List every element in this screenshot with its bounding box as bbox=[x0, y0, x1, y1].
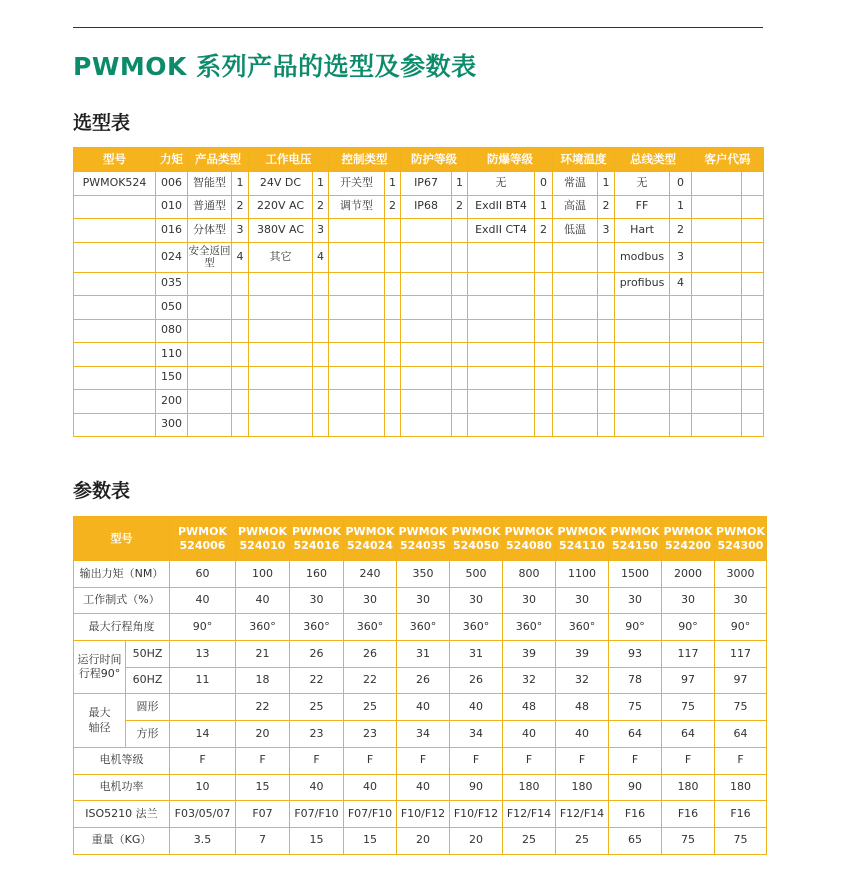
table-row bbox=[74, 172, 764, 196]
row-label: 50HZ bbox=[126, 641, 170, 668]
value-cell: 90 bbox=[450, 774, 503, 801]
option-label: modbus bbox=[615, 242, 670, 272]
value-cell: 360° bbox=[503, 614, 556, 641]
empty-cell bbox=[188, 272, 232, 296]
value-cell: 2000 bbox=[662, 561, 715, 588]
option-code: 1 bbox=[232, 172, 249, 196]
customer-code-cell bbox=[742, 242, 764, 272]
option-label: 开关型 bbox=[329, 172, 385, 196]
value-cell: F12/F14 bbox=[503, 801, 556, 828]
option-code: 1 bbox=[385, 172, 401, 196]
model-header: PWMOK 524024 bbox=[344, 517, 397, 561]
value-cell: 25 bbox=[503, 827, 556, 854]
option-code: 2 bbox=[452, 195, 468, 219]
value-cell: F bbox=[290, 747, 344, 774]
option-code: 2 bbox=[385, 195, 401, 219]
model-header: PWMOK 524300 bbox=[715, 517, 767, 561]
value-cell: 75 bbox=[662, 694, 715, 721]
params-header-row bbox=[74, 517, 767, 561]
torque-cell: 006 bbox=[156, 172, 188, 196]
torque-cell: 200 bbox=[156, 390, 188, 414]
option-label: 其它 bbox=[249, 242, 313, 272]
params-table bbox=[73, 516, 767, 855]
value-cell: 48 bbox=[556, 694, 609, 721]
value-cell: 90° bbox=[170, 614, 236, 641]
value-cell: F bbox=[556, 747, 609, 774]
value-cell: 30 bbox=[397, 587, 450, 614]
value-cell: 30 bbox=[450, 587, 503, 614]
option-code: 4 bbox=[232, 242, 249, 272]
value-cell: 40 bbox=[344, 774, 397, 801]
value-cell: 360° bbox=[556, 614, 609, 641]
value-cell: 75 bbox=[609, 694, 662, 721]
value-cell: 15 bbox=[344, 827, 397, 854]
header-bus-type: 总线类型 bbox=[615, 148, 692, 172]
value-cell: 31 bbox=[450, 641, 503, 668]
table-row bbox=[74, 694, 767, 721]
header-temperature: 环境温度 bbox=[553, 148, 615, 172]
value-cell: 90° bbox=[662, 614, 715, 641]
empty-cell bbox=[452, 272, 468, 296]
value-cell: F bbox=[503, 747, 556, 774]
option-label: 分体型 bbox=[188, 219, 232, 243]
value-cell: 100 bbox=[236, 561, 290, 588]
model-header: PWMOK 524010 bbox=[236, 517, 290, 561]
table-row bbox=[74, 413, 764, 437]
value-cell: 40 bbox=[503, 721, 556, 748]
customer-code-cell bbox=[742, 195, 764, 219]
option-code: 3 bbox=[232, 219, 249, 243]
value-cell: 64 bbox=[662, 721, 715, 748]
empty-cell bbox=[401, 272, 452, 296]
option-code: 0 bbox=[670, 172, 692, 196]
option-label: 调节型 bbox=[329, 195, 385, 219]
empty-cell bbox=[74, 242, 156, 272]
value-cell: F16 bbox=[662, 801, 715, 828]
value-cell: 117 bbox=[662, 641, 715, 668]
table-row bbox=[74, 774, 767, 801]
torque-cell: 010 bbox=[156, 195, 188, 219]
row-label: 工作制式（%） bbox=[74, 587, 170, 614]
header-protection: 防护等级 bbox=[401, 148, 468, 172]
torque-cell: 024 bbox=[156, 242, 188, 272]
value-cell: 1500 bbox=[609, 561, 662, 588]
row-label: 60HZ bbox=[126, 667, 170, 694]
table-row bbox=[74, 721, 767, 748]
option-label: IP68 bbox=[401, 195, 452, 219]
value-cell bbox=[170, 694, 236, 721]
header-torque: 力矩 bbox=[156, 148, 188, 172]
empty-cell bbox=[232, 272, 249, 296]
row-label: ISO5210 法兰 bbox=[74, 801, 170, 828]
value-cell: 23 bbox=[290, 721, 344, 748]
value-cell: 500 bbox=[450, 561, 503, 588]
option-code: 2 bbox=[598, 195, 615, 219]
customer-code-cell bbox=[692, 172, 742, 196]
table-row bbox=[74, 296, 764, 320]
value-cell: 32 bbox=[556, 667, 609, 694]
row-label: 圆形 bbox=[126, 694, 170, 721]
value-cell: 34 bbox=[397, 721, 450, 748]
empty-cell bbox=[385, 242, 401, 272]
empty-cell bbox=[535, 242, 553, 272]
value-cell: F12/F14 bbox=[556, 801, 609, 828]
value-cell: 360° bbox=[290, 614, 344, 641]
value-cell: 40 bbox=[290, 774, 344, 801]
row-label: 方形 bbox=[126, 721, 170, 748]
value-cell: 90° bbox=[715, 614, 767, 641]
model-header: PWMOK 524006 bbox=[170, 517, 236, 561]
empty-cell bbox=[249, 272, 313, 296]
row-group-label: 运行时间行程90° bbox=[74, 641, 126, 694]
selection-table-heading: 选型表 bbox=[73, 112, 131, 134]
value-cell: 40 bbox=[397, 694, 450, 721]
model-header: PWMOK 524110 bbox=[556, 517, 609, 561]
option-label: 220V AC bbox=[249, 195, 313, 219]
empty-cell bbox=[553, 242, 598, 272]
empty-cell bbox=[74, 390, 156, 414]
empty-cell bbox=[468, 242, 535, 272]
value-cell: F03/05/07 bbox=[170, 801, 236, 828]
value-cell: F16 bbox=[609, 801, 662, 828]
customer-code-cell bbox=[692, 195, 742, 219]
header-control-type: 控制类型 bbox=[329, 148, 401, 172]
value-cell: 40 bbox=[170, 587, 236, 614]
option-label: 380V AC bbox=[249, 219, 313, 243]
value-cell: F bbox=[170, 747, 236, 774]
value-cell: 22 bbox=[344, 667, 397, 694]
empty-cell bbox=[452, 219, 468, 243]
option-label: 高温 bbox=[553, 195, 598, 219]
value-cell: 30 bbox=[715, 587, 767, 614]
value-cell: 22 bbox=[236, 694, 290, 721]
value-cell: 30 bbox=[344, 587, 397, 614]
value-cell: 90° bbox=[609, 614, 662, 641]
value-cell: 34 bbox=[450, 721, 503, 748]
selection-header-row bbox=[74, 148, 764, 172]
header-product-type: 产品类型 bbox=[188, 148, 249, 172]
empty-cell bbox=[329, 242, 385, 272]
model-header: PWMOK 524035 bbox=[397, 517, 450, 561]
value-cell: 30 bbox=[556, 587, 609, 614]
table-row bbox=[74, 242, 764, 272]
torque-cell: 050 bbox=[156, 296, 188, 320]
option-label: ExdII CT4 bbox=[468, 219, 535, 243]
value-cell: 30 bbox=[503, 587, 556, 614]
value-cell: 14 bbox=[170, 721, 236, 748]
table-row bbox=[74, 219, 764, 243]
empty-cell bbox=[74, 319, 156, 343]
table-row bbox=[74, 614, 767, 641]
value-cell: F bbox=[397, 747, 450, 774]
empty-cell bbox=[401, 242, 452, 272]
customer-code-cell bbox=[742, 272, 764, 296]
option-label: profibus bbox=[615, 272, 670, 296]
option-code: 3 bbox=[598, 219, 615, 243]
table-row bbox=[74, 366, 764, 390]
value-cell: F07 bbox=[236, 801, 290, 828]
option-code: 2 bbox=[670, 219, 692, 243]
table-row bbox=[74, 747, 767, 774]
table-row bbox=[74, 272, 764, 296]
value-cell: 40 bbox=[236, 587, 290, 614]
value-cell: 3000 bbox=[715, 561, 767, 588]
model-header: PWMOK 524050 bbox=[450, 517, 503, 561]
model-cell: PWMOK524 bbox=[74, 172, 156, 196]
value-cell: 30 bbox=[290, 587, 344, 614]
customer-code-cell bbox=[742, 219, 764, 243]
option-code: 0 bbox=[535, 172, 553, 196]
value-cell: 18 bbox=[236, 667, 290, 694]
empty-cell bbox=[313, 272, 329, 296]
value-cell: 10 bbox=[170, 774, 236, 801]
value-cell: 64 bbox=[715, 721, 767, 748]
table-row bbox=[74, 667, 767, 694]
value-cell: F bbox=[609, 747, 662, 774]
value-cell: 15 bbox=[236, 774, 290, 801]
value-cell: 25 bbox=[344, 694, 397, 721]
row-label: 电机功率 bbox=[74, 774, 170, 801]
value-cell: 97 bbox=[662, 667, 715, 694]
value-cell: 32 bbox=[503, 667, 556, 694]
option-code: 2 bbox=[232, 195, 249, 219]
torque-cell: 080 bbox=[156, 319, 188, 343]
value-cell: 7 bbox=[236, 827, 290, 854]
value-cell: 21 bbox=[236, 641, 290, 668]
value-cell: 360° bbox=[236, 614, 290, 641]
value-cell: 26 bbox=[344, 641, 397, 668]
value-cell: 180 bbox=[556, 774, 609, 801]
option-label: ExdII BT4 bbox=[468, 195, 535, 219]
empty-cell bbox=[385, 219, 401, 243]
empty-cell bbox=[553, 272, 598, 296]
value-cell: 360° bbox=[397, 614, 450, 641]
empty-cell bbox=[401, 219, 452, 243]
value-cell: F10/F12 bbox=[397, 801, 450, 828]
table-row bbox=[74, 641, 767, 668]
value-cell: 90 bbox=[609, 774, 662, 801]
empty-cell bbox=[452, 242, 468, 272]
value-cell: 180 bbox=[715, 774, 767, 801]
option-code: 1 bbox=[452, 172, 468, 196]
params-table-heading: 参数表 bbox=[73, 480, 131, 502]
value-cell: 60 bbox=[170, 561, 236, 588]
table-row bbox=[74, 801, 767, 828]
table-row bbox=[74, 390, 764, 414]
table-row bbox=[74, 827, 767, 854]
option-label: IP67 bbox=[401, 172, 452, 196]
value-cell: 26 bbox=[450, 667, 503, 694]
value-cell: 800 bbox=[503, 561, 556, 588]
value-cell: 48 bbox=[503, 694, 556, 721]
value-cell: 40 bbox=[450, 694, 503, 721]
value-cell: 30 bbox=[609, 587, 662, 614]
value-cell: 64 bbox=[609, 721, 662, 748]
empty-cell bbox=[74, 296, 156, 320]
value-cell: F bbox=[450, 747, 503, 774]
value-cell: 180 bbox=[662, 774, 715, 801]
value-cell: 20 bbox=[236, 721, 290, 748]
value-cell: 78 bbox=[609, 667, 662, 694]
option-label: 普通型 bbox=[188, 195, 232, 219]
value-cell: 75 bbox=[715, 827, 767, 854]
empty-cell bbox=[598, 242, 615, 272]
customer-code-cell bbox=[692, 219, 742, 243]
model-header: PWMOK 524200 bbox=[662, 517, 715, 561]
torque-cell: 035 bbox=[156, 272, 188, 296]
option-code: 4 bbox=[313, 242, 329, 272]
empty-cell bbox=[74, 343, 156, 367]
value-cell: 20 bbox=[450, 827, 503, 854]
value-cell: 97 bbox=[715, 667, 767, 694]
header-explosion: 防爆等级 bbox=[468, 148, 553, 172]
empty-cell bbox=[74, 219, 156, 243]
empty-cell bbox=[74, 366, 156, 390]
value-cell: 1100 bbox=[556, 561, 609, 588]
value-cell: 39 bbox=[556, 641, 609, 668]
header-model: 型号 bbox=[74, 148, 156, 172]
torque-cell: 150 bbox=[156, 366, 188, 390]
value-cell: 3.5 bbox=[170, 827, 236, 854]
model-header: PWMOK 524080 bbox=[503, 517, 556, 561]
value-cell: 360° bbox=[450, 614, 503, 641]
customer-code-cell bbox=[692, 272, 742, 296]
value-cell: 26 bbox=[397, 667, 450, 694]
value-cell: 22 bbox=[290, 667, 344, 694]
value-cell: F07/F10 bbox=[290, 801, 344, 828]
value-cell: 40 bbox=[556, 721, 609, 748]
empty-cell bbox=[535, 272, 553, 296]
row-label: 输出力矩（NM） bbox=[74, 561, 170, 588]
value-cell: 25 bbox=[290, 694, 344, 721]
value-cell: F bbox=[236, 747, 290, 774]
header-model: 型号 bbox=[74, 517, 170, 561]
value-cell: 26 bbox=[290, 641, 344, 668]
torque-cell: 110 bbox=[156, 343, 188, 367]
option-label: 无 bbox=[615, 172, 670, 196]
value-cell: 13 bbox=[170, 641, 236, 668]
table-row bbox=[74, 319, 764, 343]
value-cell: 20 bbox=[397, 827, 450, 854]
row-group-label: 最大轴径 bbox=[74, 694, 126, 747]
table-row bbox=[74, 343, 764, 367]
torque-cell: 300 bbox=[156, 413, 188, 437]
value-cell: F16 bbox=[715, 801, 767, 828]
empty-cell bbox=[74, 413, 156, 437]
customer-code-cell bbox=[742, 172, 764, 196]
top-divider bbox=[73, 27, 763, 28]
empty-cell bbox=[598, 272, 615, 296]
value-cell: 39 bbox=[503, 641, 556, 668]
torque-cell: 016 bbox=[156, 219, 188, 243]
value-cell: 30 bbox=[662, 587, 715, 614]
option-label: 24V DC bbox=[249, 172, 313, 196]
selection-table bbox=[73, 147, 764, 437]
value-cell: F07/F10 bbox=[344, 801, 397, 828]
value-cell: 11 bbox=[170, 667, 236, 694]
header-customer-code: 客户代码 bbox=[692, 148, 764, 172]
value-cell: F10/F12 bbox=[450, 801, 503, 828]
value-cell: 240 bbox=[344, 561, 397, 588]
empty-cell bbox=[385, 272, 401, 296]
empty-cell bbox=[468, 272, 535, 296]
value-cell: 350 bbox=[397, 561, 450, 588]
value-cell: 360° bbox=[344, 614, 397, 641]
row-label: 最大行程角度 bbox=[74, 614, 170, 641]
value-cell: 31 bbox=[397, 641, 450, 668]
model-header: PWMOK 524150 bbox=[609, 517, 662, 561]
table-row bbox=[74, 587, 767, 614]
option-code: 3 bbox=[670, 242, 692, 272]
value-cell: 160 bbox=[290, 561, 344, 588]
value-cell: 75 bbox=[662, 827, 715, 854]
model-header: PWMOK 524016 bbox=[290, 517, 344, 561]
value-cell: 117 bbox=[715, 641, 767, 668]
empty-cell bbox=[329, 272, 385, 296]
table-row bbox=[74, 561, 767, 588]
option-code: 1 bbox=[313, 172, 329, 196]
option-code: 3 bbox=[313, 219, 329, 243]
value-cell: 23 bbox=[344, 721, 397, 748]
row-label: 重量（KG） bbox=[74, 827, 170, 854]
option-code: 1 bbox=[535, 195, 553, 219]
option-label: 智能型 bbox=[188, 172, 232, 196]
customer-code-cell bbox=[692, 242, 742, 272]
option-label: 常温 bbox=[553, 172, 598, 196]
option-label: 低温 bbox=[553, 219, 598, 243]
empty-cell bbox=[329, 219, 385, 243]
option-code: 2 bbox=[313, 195, 329, 219]
header-voltage: 工作电压 bbox=[249, 148, 329, 172]
option-label: FF bbox=[615, 195, 670, 219]
value-cell: F bbox=[662, 747, 715, 774]
option-code: 4 bbox=[670, 272, 692, 296]
value-cell: 15 bbox=[290, 827, 344, 854]
value-cell: 25 bbox=[556, 827, 609, 854]
value-cell: 75 bbox=[715, 694, 767, 721]
option-code: 1 bbox=[670, 195, 692, 219]
option-label: 无 bbox=[468, 172, 535, 196]
value-cell: 40 bbox=[397, 774, 450, 801]
value-cell: 65 bbox=[609, 827, 662, 854]
value-cell: 180 bbox=[503, 774, 556, 801]
table-row bbox=[74, 195, 764, 219]
row-label: 电机等级 bbox=[74, 747, 170, 774]
option-label: Hart bbox=[615, 219, 670, 243]
empty-cell bbox=[74, 272, 156, 296]
option-label: 安全返回型 bbox=[188, 242, 232, 272]
value-cell: F bbox=[344, 747, 397, 774]
page-title: PWMOK 系列产品的选型及参数表 bbox=[73, 52, 477, 81]
option-code: 1 bbox=[598, 172, 615, 196]
value-cell: 93 bbox=[609, 641, 662, 668]
value-cell: F bbox=[715, 747, 767, 774]
option-code: 2 bbox=[535, 219, 553, 243]
empty-cell bbox=[74, 195, 156, 219]
